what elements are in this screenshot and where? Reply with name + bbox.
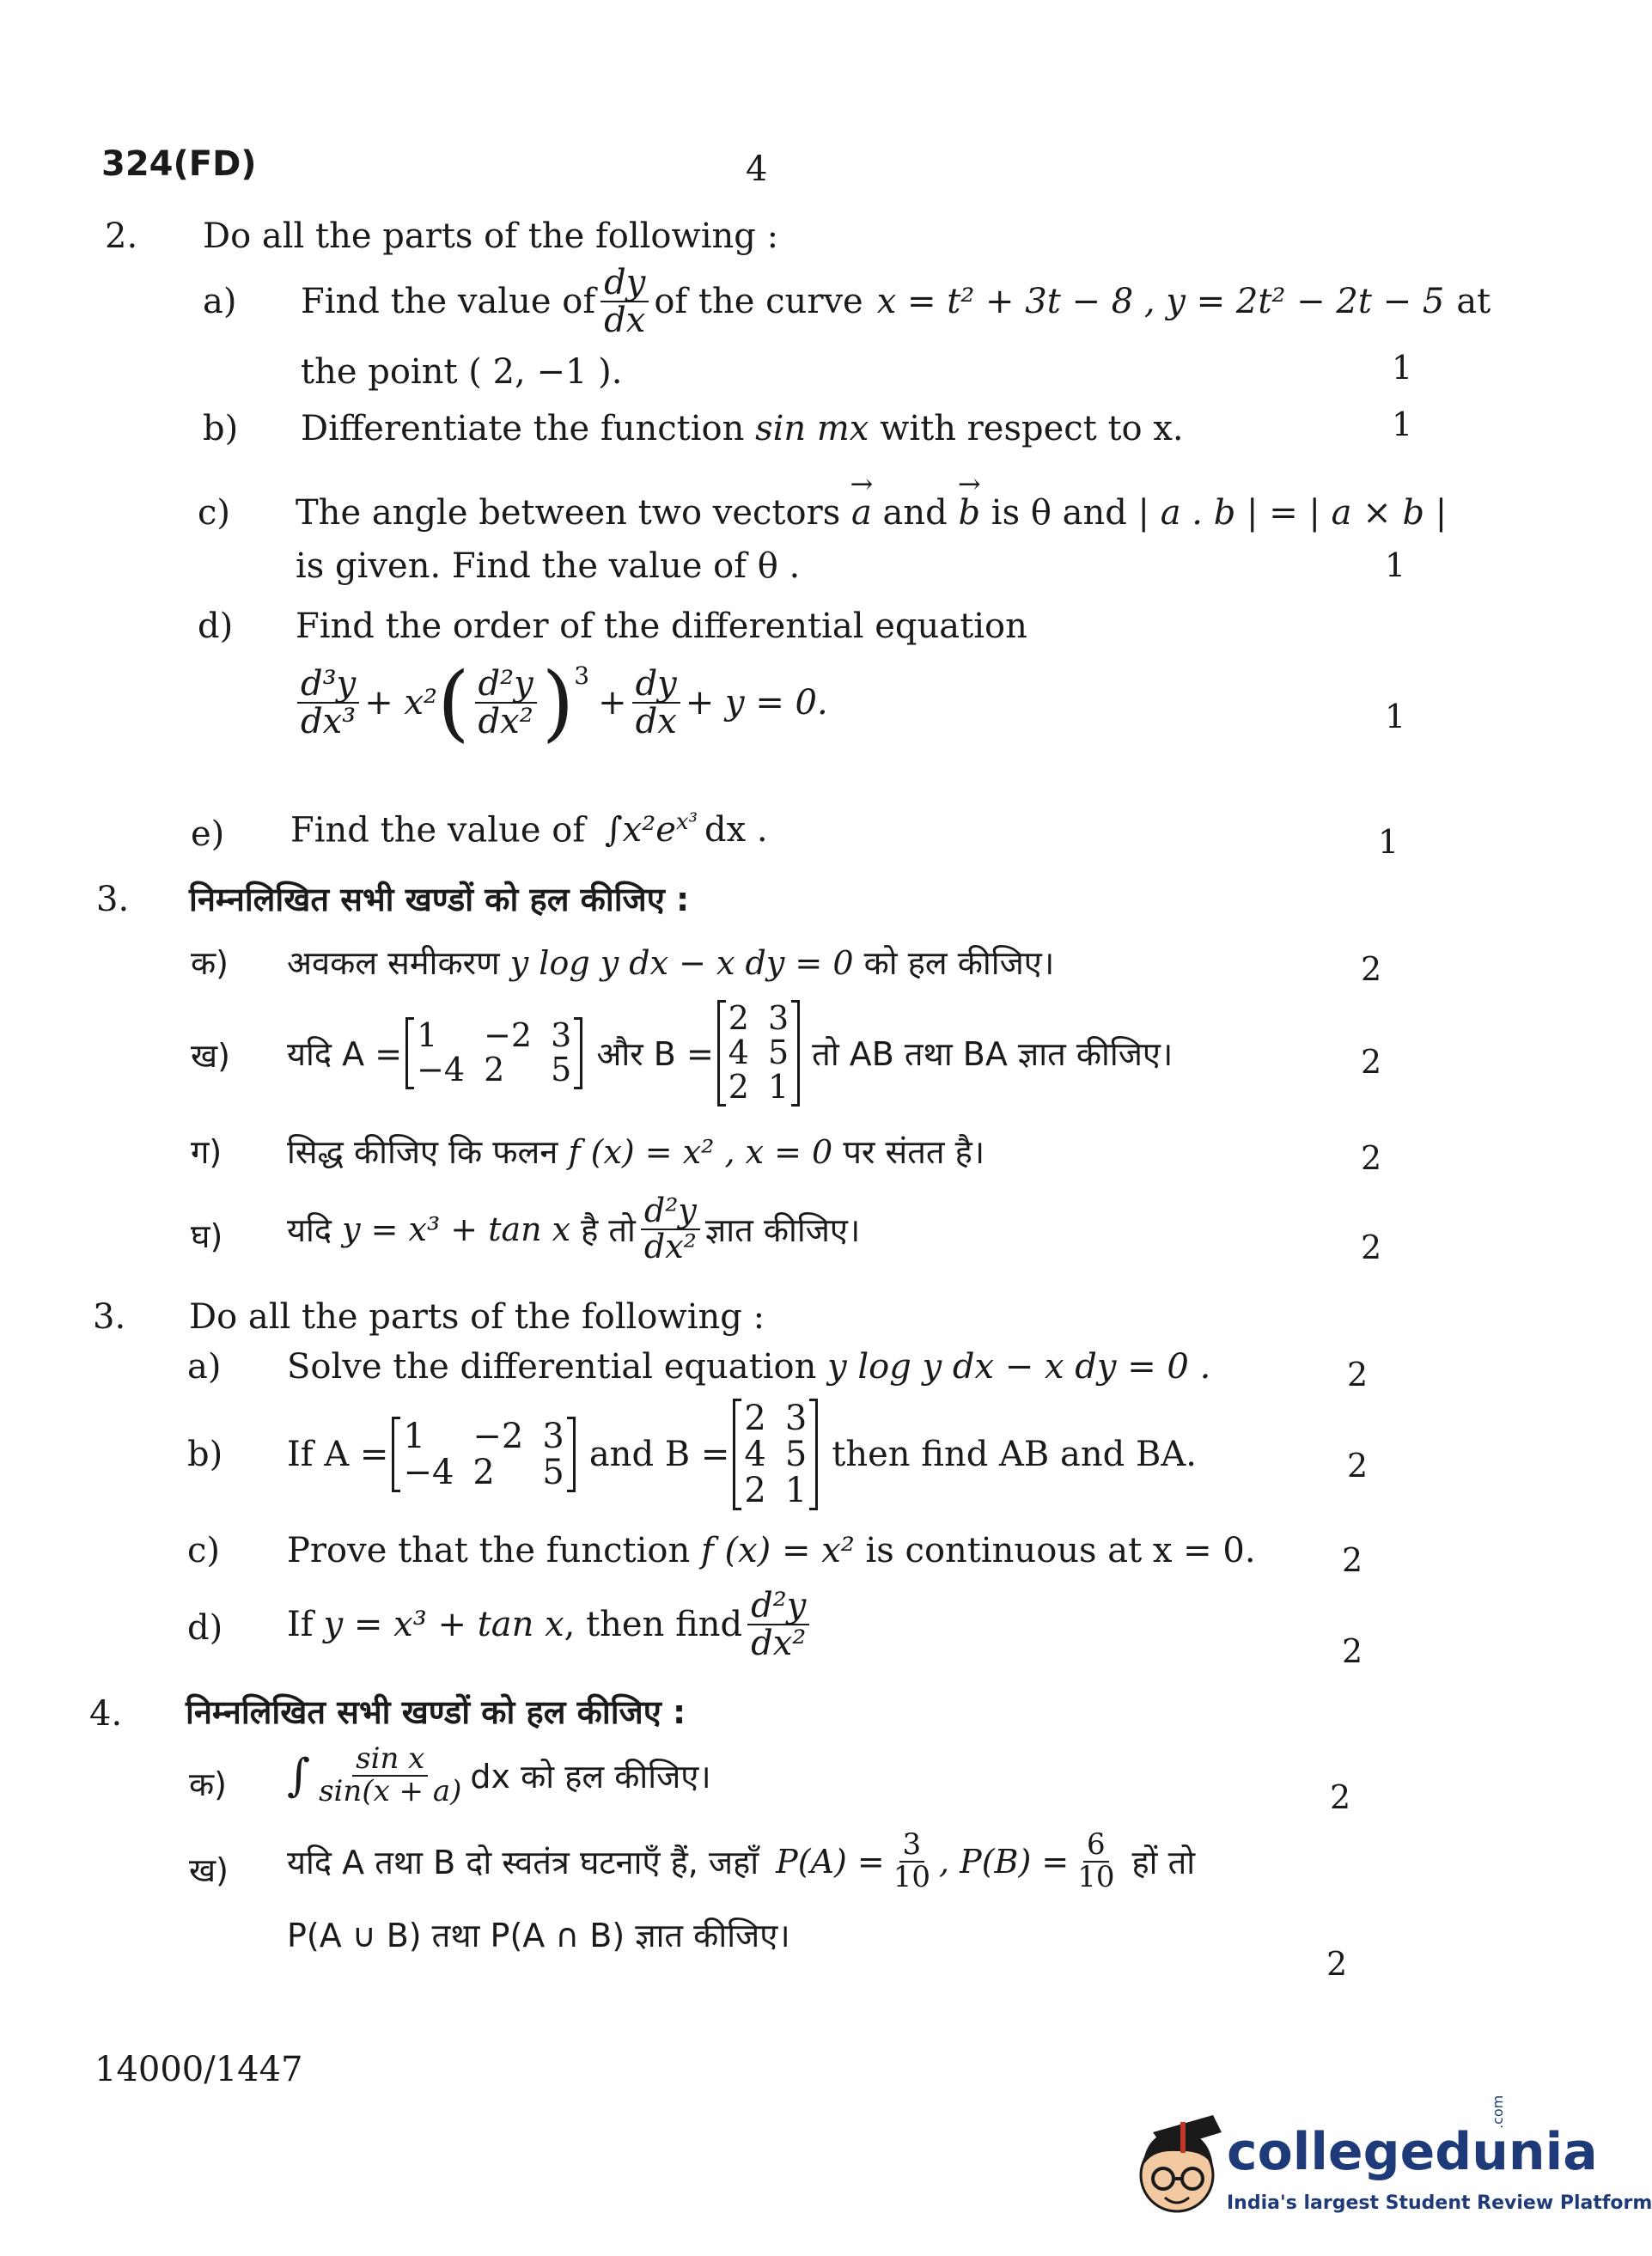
vector-a: → a <box>851 493 872 533</box>
derivative-fraction: $\frac{dy}{dx}$ <box>600 265 649 338</box>
part-label: ग) <box>191 1133 223 1171</box>
part-text: Find the value of <box>301 282 596 321</box>
marks: 1 <box>1378 823 1399 861</box>
question-part-ga: सिद्ध कीजिए कि फलन f (x) = x² , x = 0 पर संतत है। <box>287 1133 985 1171</box>
part-label: b) <box>203 409 239 448</box>
part-text: the point ( 2, −1 ). <box>301 352 623 392</box>
marks: 2 <box>1361 1043 1382 1081</box>
question-part-c: Prove that the function f (x) = x² is continuous at x = 0. <box>287 1531 1256 1570</box>
question-number: 3. <box>96 880 130 919</box>
part-label: c) <box>187 1531 221 1570</box>
part-label: d) <box>187 1608 223 1648</box>
marks: 2 <box>1361 1139 1382 1177</box>
part-label: क) <box>191 944 229 982</box>
marks: 2 <box>1347 1447 1369 1485</box>
question-part-d: If y = x³ + tan x , then find $\frac{\text{d²y}}{\text{dx²}}$ <box>287 1588 814 1662</box>
marks: 1 <box>1392 405 1413 443</box>
question-part-ka: ∫ $\frac{\text{sin x}}{\sin(x + a)}$ dx को हल कीजिए। <box>287 1741 711 1808</box>
question-part-ka: अवकल समीकरण y log y dx − x dy = 0 को हल कीजिए। <box>287 944 1055 982</box>
vector-equation: | a . b | = | a × b | <box>1137 493 1448 533</box>
part-label: a) <box>203 282 237 321</box>
marks: 2 <box>1342 1541 1363 1579</box>
marks: 2 <box>1347 1356 1369 1393</box>
question-part-gha: यदि y = x³ + tan x है तो $\frac{\text{d²y}}{\text{dx²}}$ ज्ञात कीजिए। <box>287 1192 861 1265</box>
marks: 1 <box>1385 546 1406 584</box>
question-number: 2. <box>105 216 138 256</box>
matrix-b: 2 3 4 5 2 1 <box>733 1399 818 1510</box>
question-part-a: Find the value of $\frac{dy}{dx}$ of the curve x = t² + 3t − 8 , y = 2t² − 2t − 5 at <box>301 263 1491 340</box>
marks: 2 <box>1326 1945 1348 1983</box>
part-label: c) <box>198 493 231 533</box>
part-label: b) <box>187 1435 223 1474</box>
matrix-a: 1 −2 3 −4 2 5 <box>405 1017 582 1089</box>
curve-equation: x = t² + 3t − 8 , y = 2t² − 2t − 5 <box>876 282 1445 321</box>
matrix-a: 1 −2 3 −4 2 5 <box>392 1417 575 1492</box>
differential-equation: $\frac{\text{d³y}}{\text{dx³}}$ + x² ( $\frac{\text{d²y}}{\text{dx²}}$ ) $^3$ + $\frac{dy}{dx}$ + y = 0. <box>292 662 828 744</box>
question-part-b: If A = 1 −2 3 −4 2 5 and B = 2 3 4 5 2 1 then find AB and BA. <box>287 1399 1197 1510</box>
question-part-kha: यदि A = 1 −2 3 −4 2 5 और B = 2 3 4 5 2 1 तो AB तथा BA ज्ञात कीजिए। <box>287 999 1173 1106</box>
marks: 1 <box>1385 698 1406 735</box>
part-label: क) <box>189 1765 228 1803</box>
marks: 2 <box>1361 950 1382 988</box>
marks: 1 <box>1392 349 1413 387</box>
logo-wordmark: collegedunia <box>1227 2122 1598 2182</box>
question-intro: निम्नलिखित सभी खण्डों को हल कीजिए : <box>186 1693 686 1731</box>
part-text: P(A ∪ B) तथा P(A ∩ B) ज्ञात कीजिए। <box>287 1917 790 1954</box>
logo-tagline: India's largest Student Review Platform <box>1227 2192 1652 2214</box>
marks: 2 <box>1361 1229 1382 1266</box>
question-part-b: Differentiate the function sin mx with respect to x. <box>301 409 1184 448</box>
part-label: घ) <box>191 1217 223 1255</box>
matrix-b: 2 3 4 5 2 1 <box>717 1000 800 1107</box>
question-part-a: Solve the differential equation y log y dx − x dy = 0 . <box>287 1347 1211 1387</box>
marks: 2 <box>1342 1632 1363 1670</box>
part-text: is given. Find the value of θ . <box>296 546 801 586</box>
question-part-c: The angle between two vectors → a and → b is θ and | a . b | = | a × b | <box>296 493 1447 533</box>
question-part-e: Find the value of $\int x^2e^{x^3}$ dx . <box>290 809 768 851</box>
part-label: ख) <box>189 1851 229 1889</box>
part-label: e) <box>191 814 225 854</box>
paper-code: 324(FD) <box>101 144 257 184</box>
vector-b: → b <box>958 493 980 533</box>
footer-code: 14000/1447 <box>94 2050 303 2089</box>
marks: 2 <box>1330 1778 1351 1816</box>
part-text: Find the order of the differential equation <box>296 607 1027 646</box>
part-label: a) <box>187 1347 222 1387</box>
page-number: 4 <box>746 149 768 189</box>
question-intro: Do all the parts of the following : <box>203 216 779 256</box>
question-number: 3. <box>93 1297 126 1337</box>
question-intro: निम्नलिखित सभी खण्डों को हल कीजिए : <box>189 881 690 918</box>
question-number: 4. <box>89 1694 123 1734</box>
logo-mascot-icon <box>1127 2107 1230 2235</box>
part-label: ख) <box>191 1037 230 1075</box>
question-intro: Do all the parts of the following : <box>189 1297 765 1337</box>
logo-com: .com <box>1490 2094 1506 2129</box>
question-part-kha: यदि A तथा B दो स्वतंत्र घटनाएँ हैं, जहाँ P(A) = $\frac{3}{10}$ , P(B) = $\frac{6}{10}$ हों तो <box>287 1827 1196 1894</box>
part-label: d) <box>198 607 234 646</box>
part-text: of the curve <box>654 282 863 321</box>
